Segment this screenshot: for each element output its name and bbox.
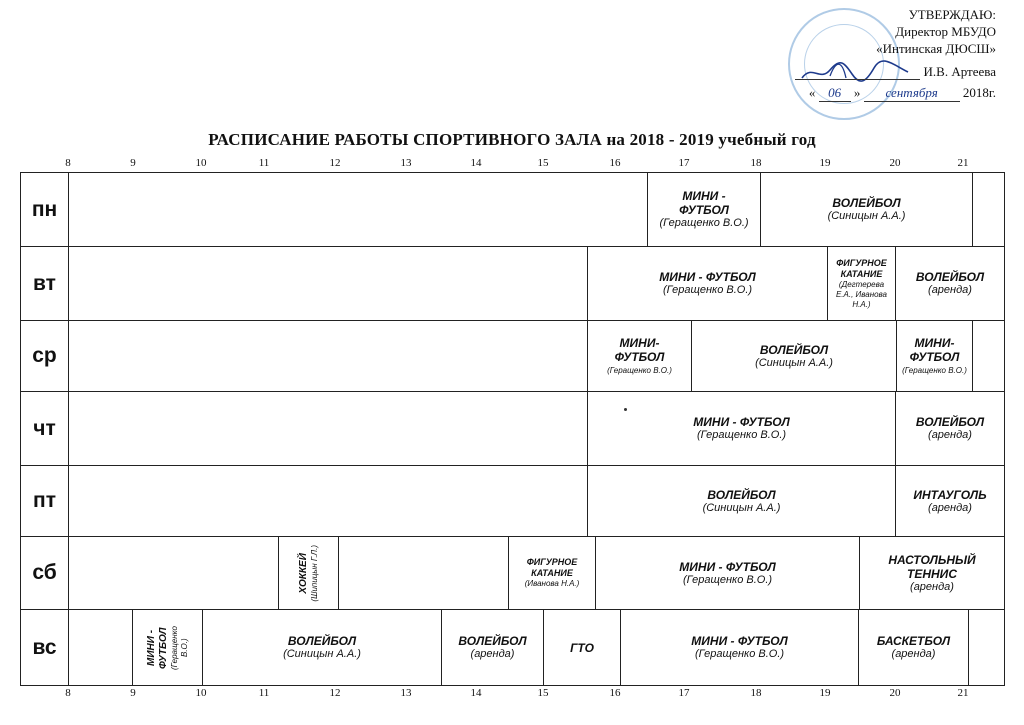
session-cell <box>441 610 543 685</box>
activity-name: ХОККЕЙ <box>297 552 309 594</box>
hour-label: 17 <box>678 687 690 699</box>
day-label-wednesday: ср <box>21 321 69 391</box>
hour-label: 20 <box>889 157 901 169</box>
activity-name: ВОЛЕЙБОЛ <box>707 487 776 502</box>
activity-name: ВОЛЕЙБОЛ <box>832 196 901 210</box>
day-label-saturday: сб <box>21 537 69 609</box>
hour-label: 21 <box>957 157 969 169</box>
session-cell <box>587 247 827 320</box>
activity-name: ВОЛЕЙБОЛ <box>287 634 357 648</box>
empty-cell <box>338 537 508 609</box>
session-cell <box>587 392 895 465</box>
hour-label: 15 <box>537 157 549 169</box>
row-monday <box>21 173 1004 247</box>
approval-block <box>756 6 996 102</box>
session-cell <box>647 173 760 246</box>
coach-name: (Геращенко В.О.) <box>696 429 787 441</box>
activity-name: ФИГУРНОЕ КАТАНИЕ <box>526 557 578 578</box>
session-cell <box>858 610 968 685</box>
hour-label: 19 <box>819 687 831 699</box>
hour-label: 12 <box>329 157 341 169</box>
hour-label: 21 <box>957 687 969 699</box>
page-title: РАСПИСАНИЕ РАБОТЫ СПОРТИВНОГО ЗАЛА на 2018 - 2019 учебный год <box>208 130 816 149</box>
coach-name: (Синицын А.А.) <box>283 648 361 660</box>
activity-name: ВОЛЕЙБОЛ <box>458 634 527 648</box>
session-cell <box>202 610 441 685</box>
hour-label: 18 <box>750 157 762 169</box>
session-cell <box>595 537 859 609</box>
empty-cell <box>972 321 1004 391</box>
activity-name: ГТО <box>570 640 594 655</box>
session-cell <box>895 466 1004 536</box>
day-label-thursday: чт <box>21 392 69 465</box>
row-friday <box>21 466 1004 537</box>
session-cell <box>278 537 338 609</box>
session-cell <box>543 610 620 685</box>
day-label-sunday: вс <box>21 610 69 685</box>
session-cell <box>827 247 895 320</box>
hour-label: 12 <box>329 687 341 699</box>
activity-name: БАСКЕТБОЛ <box>876 634 951 648</box>
hour-label: 10 <box>195 157 207 169</box>
coach-name: (Геращенко В.О.) <box>902 365 967 375</box>
session-cell <box>587 321 691 391</box>
activity-name: МИНИ-ФУТБОЛ <box>909 335 960 364</box>
session-cell <box>895 392 1004 465</box>
date-open-quote: « <box>808 85 816 100</box>
hour-label: 11 <box>258 687 270 699</box>
hour-label: 18 <box>750 687 762 699</box>
signature-line <box>795 65 920 80</box>
schedule-grid <box>20 172 1005 686</box>
coach-name: (Геращенко В.О.) <box>169 625 189 670</box>
empty-cell <box>968 610 1004 685</box>
coach-name: (аренда) <box>891 648 936 660</box>
director-name: И.В. Артеева <box>923 64 996 79</box>
hour-scale-top <box>0 157 1024 171</box>
session-cell <box>508 537 595 609</box>
coach-name: (Синицын А.А.) <box>755 356 833 369</box>
hour-label: 10 <box>195 687 207 699</box>
day-label-friday: пт <box>21 466 69 536</box>
row-tuesday <box>21 247 1004 321</box>
coach-name: (Геращенко В.О.) <box>662 284 753 296</box>
activity-name: МИНИ - ФУТБОЛ <box>145 626 169 669</box>
coach-name: (аренда) <box>910 580 954 593</box>
day-label-monday: пн <box>21 173 69 246</box>
activity-name: МИНИ-ФУТБОЛ <box>614 335 665 364</box>
row-sunday <box>21 610 1004 685</box>
session-cell <box>691 321 896 391</box>
coach-name: (Геращенко В.О.) <box>607 365 672 375</box>
session-cell <box>620 610 858 685</box>
row-thursday <box>21 392 1004 466</box>
row-saturday <box>21 537 1004 610</box>
session-cell <box>859 537 1004 609</box>
coach-name: (Иванова Н.А.) <box>524 579 580 588</box>
coach-name: (аренда) <box>928 284 972 296</box>
session-cell <box>132 610 202 685</box>
hour-scale-bottom <box>0 687 1024 701</box>
approval-organization: «Интинская ДЮСШ» <box>876 41 996 56</box>
empty-cell <box>972 173 1004 246</box>
session-cell <box>587 466 895 536</box>
hour-label: 16 <box>609 157 621 169</box>
hour-label: 11 <box>258 157 270 169</box>
day-label-tuesday: вт <box>21 247 69 320</box>
coach-name: (Геращенко В.О.) <box>659 217 749 229</box>
hour-label: 14 <box>470 687 482 699</box>
coach-name: (аренда) <box>928 429 972 441</box>
date-year: 2018г. <box>962 85 996 100</box>
stray-dot <box>624 408 627 411</box>
activity-name: ИНТАУГОЛЬ <box>913 487 987 502</box>
hour-label: 17 <box>678 157 690 169</box>
activity-name: ВОЛЕЙБОЛ <box>759 342 829 357</box>
hour-label: 9 <box>130 687 136 699</box>
session-cell <box>895 247 1004 320</box>
activity-name: МИНИ - ФУТБОЛ <box>679 559 776 574</box>
coach-name: (Шипицын Г.Л.) <box>309 544 319 602</box>
hour-label: 9 <box>130 157 136 169</box>
coach-name: (аренда) <box>470 648 515 660</box>
coach-name: (Дегтерева Е.А., Иванова Н.А.) <box>835 279 888 309</box>
coach-name: (Синицын А.А.) <box>702 501 781 514</box>
hour-label: 13 <box>400 157 412 169</box>
coach-name: (Геращенко В.О.) <box>682 573 773 586</box>
activity-name: МИНИ - ФУТБОЛ <box>679 189 729 217</box>
approval-heading: УТВЕРЖДАЮ: <box>908 7 996 22</box>
date-month: сентября <box>864 84 960 102</box>
hour-label: 8 <box>65 687 71 699</box>
coach-name: (аренда) <box>928 501 972 514</box>
hour-label: 13 <box>400 687 412 699</box>
session-cell <box>760 173 972 246</box>
activity-name: МИНИ - ФУТБОЛ <box>691 634 788 648</box>
activity-name: НАСТОЛЬНЫЙ ТЕННИС <box>888 552 976 581</box>
row-wednesday <box>21 321 1004 392</box>
activity-name: МИНИ - ФУТБОЛ <box>693 415 790 429</box>
hour-label: 19 <box>819 157 831 169</box>
activity-name: МИНИ - ФУТБОЛ <box>659 270 756 284</box>
hour-label: 15 <box>537 687 549 699</box>
hour-label: 16 <box>609 687 621 699</box>
approval-position: Директор МБУДО <box>895 24 996 39</box>
activity-name: ВОЛЕЙБОЛ <box>915 415 985 429</box>
activity-name: ВОЛЕЙБОЛ <box>915 270 985 284</box>
date-day: 06 <box>819 84 851 102</box>
hour-label: 20 <box>889 687 901 699</box>
hour-label: 14 <box>470 157 482 169</box>
date-close-quote: » <box>853 85 861 100</box>
coach-name: (Синицын А.А.) <box>827 210 906 222</box>
hour-label: 8 <box>65 157 71 169</box>
session-cell <box>896 321 972 391</box>
coach-name: (Геращенко В.О.) <box>694 648 785 660</box>
activity-name: ФИГУРНОЕ КАТАНИЕ <box>836 257 887 279</box>
